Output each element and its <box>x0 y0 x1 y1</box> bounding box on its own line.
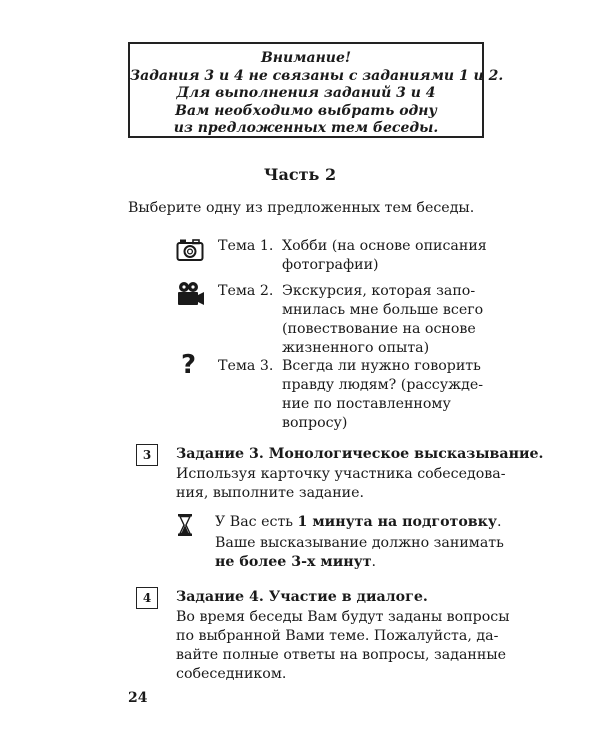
topic-3-line: правду людям? (рассужде- <box>282 377 484 393</box>
task-4-line: Во время беседы Вам будут заданы вопросы <box>176 609 510 625</box>
notice-line: Внимание! <box>260 50 352 66</box>
task-3-title: Задание 3. Монологическое высказывание. <box>176 446 544 462</box>
task-4-number-box: 4 <box>136 587 158 609</box>
task-3-prep-line <box>215 514 502 530</box>
question-mark-icon: ? <box>181 350 197 380</box>
topic-2-line: мнилась мне больше всего <box>282 302 484 318</box>
topic-1-label: Тема 1. <box>218 238 274 254</box>
task-4-line: по выбранной Вами теме. Пожалуйста, да- <box>176 628 499 644</box>
topic-2-line: Экскурсия, которая запо- <box>282 283 476 299</box>
topic-2-label: Тема 2. <box>218 283 274 299</box>
topic-2-line: (повествование на основе <box>282 321 476 337</box>
camera-icon <box>176 238 204 262</box>
task-4-line: собеседником. <box>176 666 287 682</box>
topic-2-line: жизненного опыта) <box>282 340 430 356</box>
topic-3-line: вопросу) <box>282 415 348 431</box>
task-3-duration-suffix: . <box>371 554 377 570</box>
task-3-number-box: 3 <box>136 444 158 466</box>
task-3-line: ния, выполните задание. <box>176 485 365 501</box>
task-3-prep-bold: 1 минута на подготовку <box>297 514 497 530</box>
task-4-title: Задание 4. Участие в диалоге. <box>176 589 428 605</box>
video-camera-icon <box>177 281 205 307</box>
task-3-prep-prefix: У Вас есть <box>215 514 298 530</box>
notice-line: Вам необходимо выбрать одну <box>175 102 437 119</box>
topic-1-line: Хобби (на основе описания <box>282 238 487 254</box>
page-number: 24 <box>128 690 148 706</box>
notice-line: из предложенных тем беседы. <box>173 120 439 136</box>
task-4-line: вайте полные ответы на вопросы, заданные <box>176 647 507 663</box>
task-3-duration-bold: не более 3-х минут <box>215 554 372 570</box>
notice-box <box>128 42 504 138</box>
task-3-duration-line-2 <box>215 554 376 570</box>
task-3-line: Используя карточку участника собеседова- <box>176 466 506 482</box>
task-3-duration-line: Ваше высказывание должно занимать <box>215 535 504 551</box>
notice-line: Задания 3 и 4 не связаны с заданиями 1 и 2. <box>130 67 504 84</box>
part-title: Часть 2 <box>263 165 337 184</box>
topic-3-line: Всегда ли нужно говорить <box>282 358 481 374</box>
notice-line: Для выполнения заданий 3 и 4 <box>176 85 436 101</box>
part-intro: Выберите одну из предложенных тем беседы. <box>128 200 475 216</box>
topic-3-line: ние по поставленному <box>282 396 451 412</box>
task-3-prep-suffix: . <box>497 514 502 530</box>
topic-1-line: фотографии) <box>282 257 379 273</box>
hourglass-icon <box>177 513 193 537</box>
topic-3-label: Тема 3. <box>218 358 274 374</box>
